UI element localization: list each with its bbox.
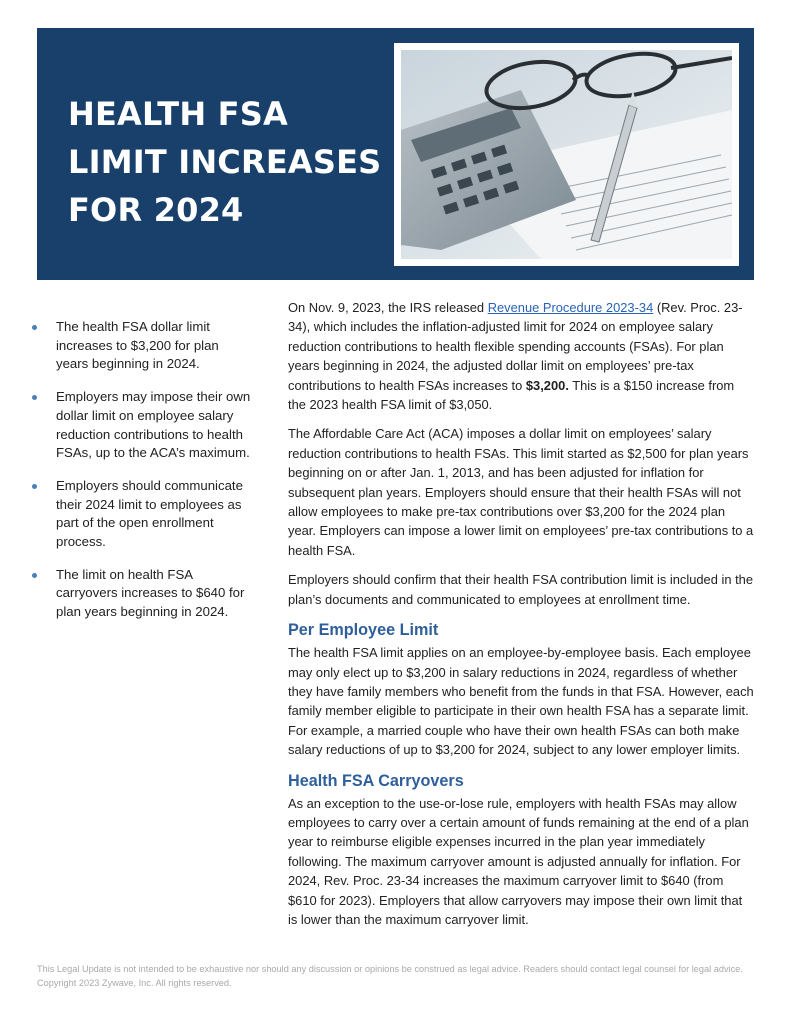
bullet-icon bbox=[32, 325, 37, 330]
revenue-procedure-link[interactable]: Revenue Procedure 2023-34 bbox=[487, 300, 654, 315]
list-item bbox=[32, 388, 252, 463]
aca-paragraph: The Affordable Care Act (ACA) imposes a dollar limit on employees’ salary reduction contributions to health FSAs. This limit started as $2,500 for plan years beginning on or after Jan. 1, 2013, and has been adjusted for inflation for subsequent plan years. Employers should ensure that their health FSAs will not allow employees to make pre-tax contributions over $3,200 for the 2024 plan year. Employers can impose a lower limit on employees’ pre-tax contributions to a health FSA. bbox=[288, 426, 754, 558]
calculator-glasses-pen-image bbox=[401, 50, 732, 259]
plan-documents-paragraph: Employers should confirm that their health FSA contribution limit is included in the plan’s documents and communicated to employees at enrollment time. bbox=[288, 572, 754, 607]
list-item bbox=[32, 477, 252, 552]
title-line-3: FOR 2024 bbox=[68, 191, 244, 229]
bullet-icon bbox=[32, 395, 37, 400]
key-point-text: The limit on health FSA carryovers increases to $640 for plan years beginning in 2024. bbox=[56, 566, 245, 620]
intro-paragraph bbox=[288, 298, 754, 414]
per-employee-limit-paragraph: The health FSA limit applies on an employee-by-employee basis. Each employee may only elect up to $3,200 in salary reductions in 2024, regardless of whether they have family members who benefit from the funds in that FSA. However, each family member eligible to participate in their own health FSA has a separate limit. For example, a married couple who have their own health FSAs can both make salary reductions of up to $3,200 for 2024, subject to any lower employer limits. bbox=[288, 645, 754, 758]
title-line-1: HEALTH FSA bbox=[68, 95, 288, 133]
key-point-text: The health FSA dollar limit increases to $3,200 for plan years beginning in 2024. bbox=[56, 319, 219, 372]
article-body bbox=[288, 298, 754, 939]
header-banner bbox=[37, 28, 754, 280]
intro-text-end: This is a $150 increase from the 2023 health FSA limit of $3,050. bbox=[288, 377, 735, 413]
header-photo bbox=[394, 43, 739, 266]
bullet-icon bbox=[32, 573, 37, 578]
intro-text-start: On Nov. 9, 2023, the IRS released bbox=[288, 300, 488, 315]
key-points-sidebar bbox=[32, 318, 252, 636]
key-point-text: Employers should communicate their 2024 limit to employees as part of the open enrollment process. bbox=[56, 477, 243, 550]
list-item bbox=[32, 318, 252, 374]
bullet-icon bbox=[32, 484, 37, 489]
carryovers-paragraph: As an exception to the use-or-lose rule, employers with health FSAs may allow employees to carry over a certain amount of funds remaining at the end of a plan year to reimburse eligible expenses incurred in the plan year immediately following. The maximum carryover amount is adjusted annually for inflation. For 2024, Rev. Proc. 23-34 increases the maximum carryover limit to $640 (from $610 for 2023). Employers that allow carryovers may impose their own limit that is lower than the maximum carryover limit. bbox=[288, 795, 749, 927]
fsa-limit-amount: $3,200. bbox=[525, 377, 569, 393]
legal-disclaimer: This Legal Update is not intended to be exhaustive nor should any discussion or opinions be construed as legal advice. Readers should contact legal counsel for legal advice. Copyright 2023 Zywave, Inc. All rights reserved. bbox=[37, 964, 743, 988]
key-point-text: Employers may impose their own dollar limit on employee salary reduction contributions to health FSAs, up to the ACA’s maximum. bbox=[56, 389, 251, 461]
section-heading-per-employee-limit: Per Employee Limit bbox=[288, 621, 439, 640]
intro-text-middle: (Rev. Proc. 23-34), which includes the inflation-adjusted limit for 2024 on employee salary reduction contributions to health flexible spending accounts (FSAs). For plan years beginning in 2024, the adjusted dollar limit on employees’ pre-tax contributions to health FSAs increases to bbox=[288, 300, 743, 393]
section-heading-carryovers: Health FSA Carryovers bbox=[288, 771, 464, 790]
key-points-list bbox=[32, 318, 252, 622]
page-title bbox=[68, 90, 398, 234]
list-item bbox=[32, 566, 252, 622]
title-line-2: LIMIT INCREASES bbox=[68, 143, 382, 181]
